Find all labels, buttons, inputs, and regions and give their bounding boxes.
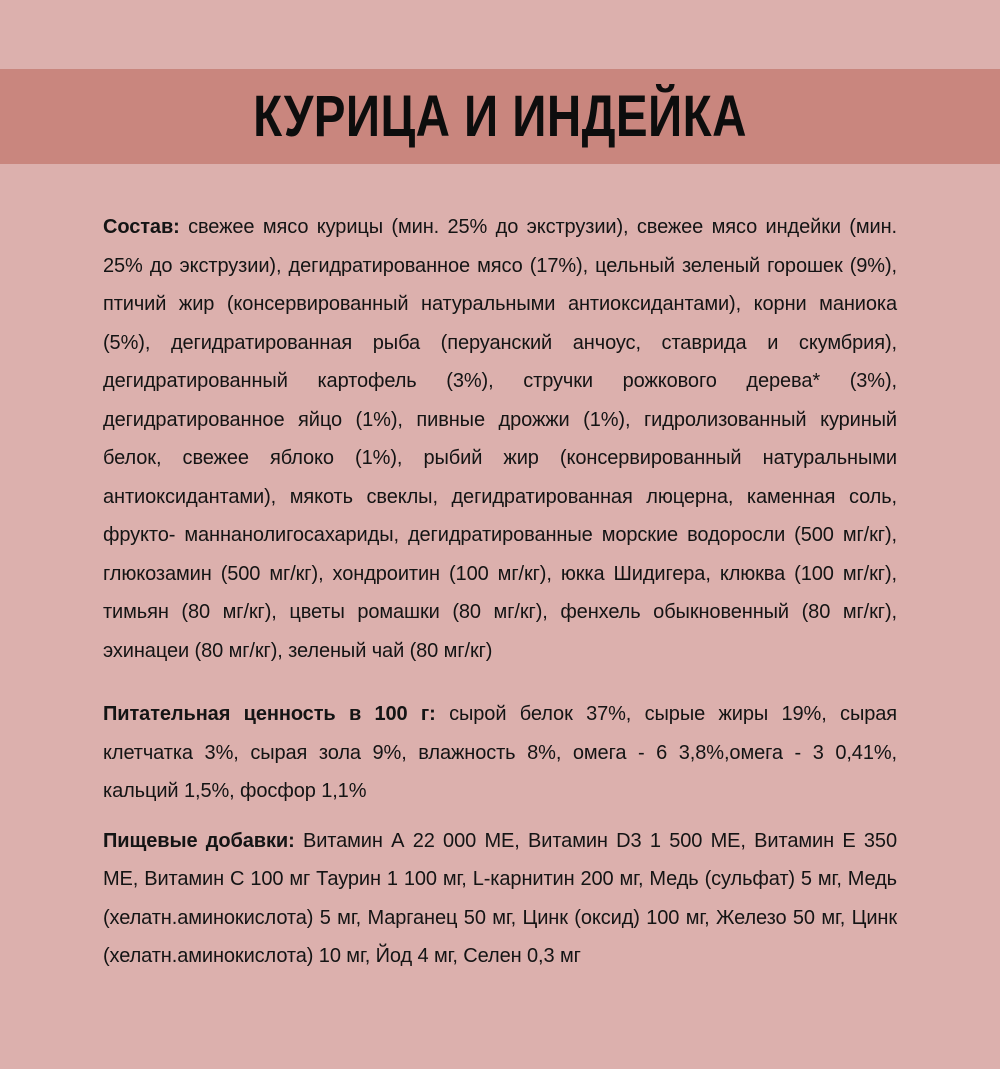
product-description: [0, 164, 1000, 976]
additives-text: Витамин А 22 000 МЕ, Витамин D3 1 500 МЕ, Витамин Е 350 МЕ, Витамин С 100 мг Таурин 1 100 мг, L-карнитин 200 мг, Медь (сульфат) 5 мг, Медь (хелатн.аминокислота) 5 мг, Марганец 50 мг, Цинк (оксид) 100 мг, Железо 50 мг, Цинк (хелатн.аминокислота) 10 мг, Йод 4 мг, Селен 0,3 мг: [103, 829, 897, 967]
page-title: КУРИЦА И ИНДЕЙКА: [253, 84, 747, 149]
nutrition-label: Питательная ценность в 100 г:: [103, 703, 436, 725]
composition-paragraph: [103, 208, 897, 670]
composition-text: свежее мясо курицы (мин. 25% до экструзии), свежее мясо индейки (мин. 25% до экструзии), дегидратированное мясо (17%), цельный зеленый горошек (9%), птичий жир (консервированный натуральными антиоксидантами), корни маниока (5%), дегидратированная рыба (перуанский анчоус, ставрида и скумбрия), дегидратированный картофель (3%), стручки рожкового дерева* (3%), дегидратированное яйцо (1%), пивные дрожжи (1%), гидролизованный куриный белок, свежее яблоко (1%), рыбий жир (консервированный натуральными антиоксидантами), мякоть свеклы, дегидратированная люцерна, каменная соль, фрукто- маннанолигосахариды, дегидратированные морские водоросли (500 мг/кг), глюкозамин (500 мг/кг), хондроитин (100 мг/кг), юкка Шидигера, клюква (100 мг/кг), тимьян (80 мг/кг), цветы ромашки (80 мг/кг), фенхель обыкновенный (80 мг/кг), эхинацеи (80 мг/кг), зеленый чай (80 мг/кг): [103, 216, 897, 662]
nutrition-text: сырой белок 37%, сырые жиры 19%, сырая клетчатка 3%, сырая зола 9%, влажность 8%, омега - 6 3,8%,омега - 3 0,41%, кальций 1,5%, фосфор 1,1%: [103, 703, 897, 802]
additives-paragraph: [103, 822, 897, 976]
title-banner: [0, 69, 1000, 164]
additives-label: Пищевые добавки:: [103, 829, 295, 852]
nutrition-paragraph: [103, 695, 897, 811]
composition-label: Состав:: [103, 216, 180, 238]
